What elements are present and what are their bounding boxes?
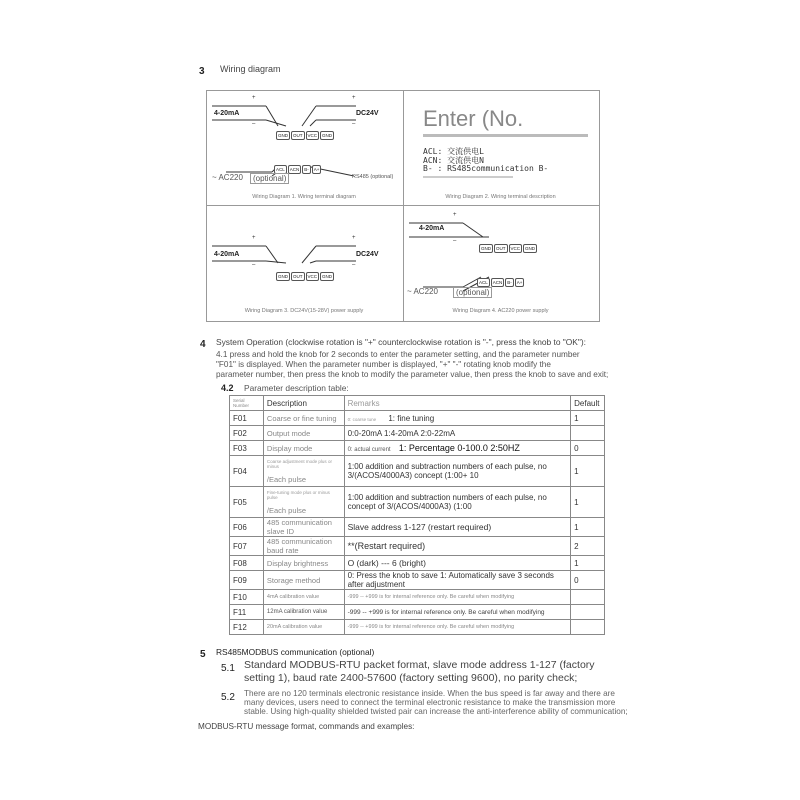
minus-sign: – <box>453 238 457 244</box>
header-serial: Serial Number <box>230 396 264 411</box>
param-default <box>571 620 605 635</box>
terminal: B- <box>304 167 309 172</box>
param-description <box>263 487 344 518</box>
terminal: A+ <box>313 167 320 172</box>
param-default: 1 <box>571 411 605 426</box>
plus-sign: + <box>252 235 256 241</box>
minus-sign: – <box>352 262 356 268</box>
table-row <box>230 411 605 426</box>
table-row <box>230 518 605 537</box>
terminal: GND <box>322 133 333 138</box>
param-default: 2 <box>571 537 605 556</box>
param-code: F02 <box>230 426 264 441</box>
current-label: 4-20mA <box>214 251 240 258</box>
terminal: ACN <box>289 167 300 172</box>
paragraph-line: There are no 120 terminals electronic resistance inside. When the bus speed is far away and there are <box>244 689 615 698</box>
paragraph-line: "F01" is displayed. When the parameter number is displayed, "+" "-" rotating knob modify the <box>216 360 551 369</box>
table-row <box>230 487 605 518</box>
param-remarks: Slave address 1-127 (restart required) <box>344 518 571 537</box>
table-row <box>230 620 605 635</box>
wiring-diagram-4-lines <box>403 205 598 320</box>
section-3-title: Wiring diagram <box>220 64 281 74</box>
plus-sign: + <box>352 95 356 101</box>
param-code: F11 <box>230 605 264 620</box>
header-description: Description <box>263 396 344 411</box>
param-code: F10 <box>230 590 264 605</box>
table-row <box>230 571 605 590</box>
terminal: ACN <box>492 280 503 285</box>
section-5-number: 5 <box>200 649 206 660</box>
wiring-diagram-1-lines <box>206 90 402 204</box>
param-default: 1 <box>571 518 605 537</box>
diagram-caption: Wiring Diagram 2. Wiring terminal description <box>445 194 556 200</box>
diagram-caption: Wiring Diagram 1. Wiring terminal diagram <box>252 194 356 200</box>
param-remarks: -999 -- +999 is for internal reference only. Be careful when modifying <box>344 605 571 620</box>
table-header-row <box>230 396 605 411</box>
desc-small: Coarse adjustment mode plus or minus <box>266 458 332 469</box>
param-default: 1 <box>571 456 605 487</box>
acl-description: ACL: 交流供电L <box>423 147 484 156</box>
terminal: A+ <box>516 280 523 285</box>
param-remarks: **(Restart required) <box>344 537 571 556</box>
paragraph-line: 4.1 press and hold the knob for 2 seconds to enter the parameter setting, and the parameter number <box>216 350 580 359</box>
table-row <box>230 537 605 556</box>
param-default <box>571 605 605 620</box>
terminal: ACL <box>276 167 285 172</box>
b-minus-description: B- : RS485communication B- <box>423 164 549 173</box>
header-default: Default <box>571 396 605 411</box>
terminal: GND <box>278 133 288 138</box>
param-description: Storage method <box>263 571 344 590</box>
param-remarks: O (dark) --- 6 (bright) <box>344 556 571 571</box>
param-description <box>263 456 344 487</box>
subsection-number: 5.1 <box>221 663 235 674</box>
param-code: F01 <box>230 411 264 426</box>
terminal-block-top <box>276 265 335 283</box>
param-code: F04 <box>230 456 264 487</box>
param-description: 12mA calibration value <box>263 605 344 620</box>
terminal: VCC <box>307 274 318 279</box>
param-description: 20mA calibration value <box>263 620 344 635</box>
subsection-number: 4.2 <box>221 383 234 393</box>
param-remarks <box>344 411 571 426</box>
param-default <box>571 590 605 605</box>
paragraph-line: Standard MODBUS-RTU packet format, slave mode address 1-127 (factory <box>244 659 595 671</box>
param-code: F06 <box>230 518 264 537</box>
optional-label: (optional) <box>453 287 492 298</box>
param-default: 1 <box>571 487 605 518</box>
param-code: F03 <box>230 441 264 456</box>
param-description: Display brightness <box>263 556 344 571</box>
table-row <box>230 556 605 571</box>
terminal: GND <box>525 246 536 251</box>
modbus-footer: MODBUS-RTU message format, commands and examples: <box>198 722 415 731</box>
paragraph-line: setting 1), baud rate 2400-57600 (factory setting 9600), no parity check; <box>244 672 578 684</box>
diagram-caption: Wiring Diagram 4. AC220 power supply <box>452 308 549 314</box>
subsection-title: Parameter description table: <box>244 383 349 393</box>
terminal: GND <box>481 246 491 251</box>
table-row <box>230 605 605 620</box>
desc-main: /Each pulse <box>266 474 307 484</box>
ac220-label: ~ AC220 <box>212 173 243 182</box>
current-label: 4-20mA <box>214 110 240 117</box>
table-row <box>230 441 605 456</box>
param-remarks: 0:0-20mA 1:4-20mA 2:0-22mA <box>344 426 571 441</box>
minus-sign: – <box>252 121 256 127</box>
section-3-number: 3 <box>199 66 205 77</box>
blurred-line <box>423 176 513 178</box>
param-code: F05 <box>230 487 264 518</box>
voltage-label: DC24V <box>356 251 379 258</box>
terminal: OUT <box>293 274 303 279</box>
ac220-label: ~ AC220 <box>407 287 438 296</box>
param-description: Coarse or fine tuning <box>263 411 344 426</box>
section-5-title: RS485MODBUS communication (optional) <box>216 647 375 657</box>
terminal: GND <box>278 274 288 279</box>
plus-sign: + <box>252 95 256 101</box>
param-description: Display mode <box>263 441 344 456</box>
param-default <box>571 426 605 441</box>
param-code: F08 <box>230 556 264 571</box>
paragraph-line: stable. Using high-quality shielded twisted pair can increase the anti-interference ability of communication; <box>244 707 628 716</box>
terminal: VCC <box>307 133 318 138</box>
table-row <box>230 456 605 487</box>
remark-main: 1: Percentage 0-100.0 2:50HZ <box>398 443 520 453</box>
remark-small: 0: actual current <box>347 447 391 453</box>
desc-main: /Each pulse <box>266 505 307 515</box>
terminal: OUT <box>496 246 506 251</box>
paragraph-line: many devices, users need to connect the terminal electronic resistance to make the transmission more <box>244 698 616 707</box>
desc-small: Fine-tuning mode plus or minus pulse <box>266 489 330 500</box>
terminal: ACL <box>479 280 488 285</box>
remark-small: 0: coarse tune <box>347 416 377 422</box>
param-description: 4mA calibration value <box>263 590 344 605</box>
param-remarks: -999 -- +999 is for internal reference only. Be careful when modifying <box>344 620 571 635</box>
param-description: 485 communication baud rate <box>263 537 344 556</box>
wiring-diagram-3 <box>206 205 402 320</box>
terminal: GND <box>322 274 333 279</box>
table-row <box>230 426 605 441</box>
wiring-diagram-3-lines <box>206 205 402 320</box>
voltage-label: DC24V <box>356 110 379 117</box>
param-remarks: -999 -- +999 is for internal reference only. Be careful when modifying <box>344 590 571 605</box>
wiring-diagram-1 <box>206 90 402 204</box>
paragraph-line: parameter number, then press the knob to modify the parameter value, then press the knob to save and exit; <box>216 370 609 379</box>
minus-sign: – <box>252 262 256 268</box>
section-4-title: System Operation (clockwise rotation is "+" counterclockwise rotation is "-", press the knob to "OK"): <box>216 337 586 347</box>
param-default: 0 <box>571 441 605 456</box>
param-code: F12 <box>230 620 264 635</box>
param-remarks: 1:00 addition and subtraction numbers of each pulse, no 3/(ACOS/4000A3) concept (1:00+ 10 <box>344 456 571 487</box>
param-remarks <box>344 441 571 456</box>
header-remarks: Remarks <box>344 396 571 411</box>
parameter-table <box>229 395 605 635</box>
acn-description: ACN: 交流供电N <box>423 156 484 165</box>
diagram-caption: Wiring Diagram 3. DC24V(15-28V) power supply <box>244 308 364 314</box>
blurred-line <box>423 134 588 137</box>
table-row <box>230 590 605 605</box>
optional-label: (optional) <box>250 173 289 184</box>
terminal-block-top <box>276 124 335 142</box>
param-code: F09 <box>230 571 264 590</box>
param-default: 1 <box>571 556 605 571</box>
plus-sign: + <box>352 235 356 241</box>
terminal: VCC <box>510 246 521 251</box>
wiring-diagram-4 <box>403 205 598 320</box>
terminal: B- <box>507 280 512 285</box>
section-4-number: 4 <box>200 339 206 350</box>
enter-heading: Enter (No. <box>423 106 524 131</box>
wiring-diagram-2 <box>403 90 598 204</box>
current-label: 4-20mA <box>419 225 445 232</box>
param-description: 485 communication slave ID <box>263 518 344 537</box>
param-default: 0 <box>571 571 605 590</box>
param-code: F07 <box>230 537 264 556</box>
remark-main: 1: fine tuning <box>388 413 435 423</box>
subsection-number: 5.2 <box>221 692 235 703</box>
minus-sign: – <box>352 121 356 127</box>
terminal-block-top <box>479 237 538 255</box>
terminal: OUT <box>293 133 303 138</box>
plus-sign: + <box>453 212 457 218</box>
rs485-label: RS485 (optional) <box>352 174 394 180</box>
param-description: Output mode <box>263 426 344 441</box>
param-remarks: 0: Press the knob to save 1: Automatically save 3 seconds after adjustment <box>344 571 571 590</box>
param-remarks: 1:00 addition and subtraction numbers of each pulse, no concept of 3/(ACOS/4000A3) (1:00 <box>344 487 571 518</box>
